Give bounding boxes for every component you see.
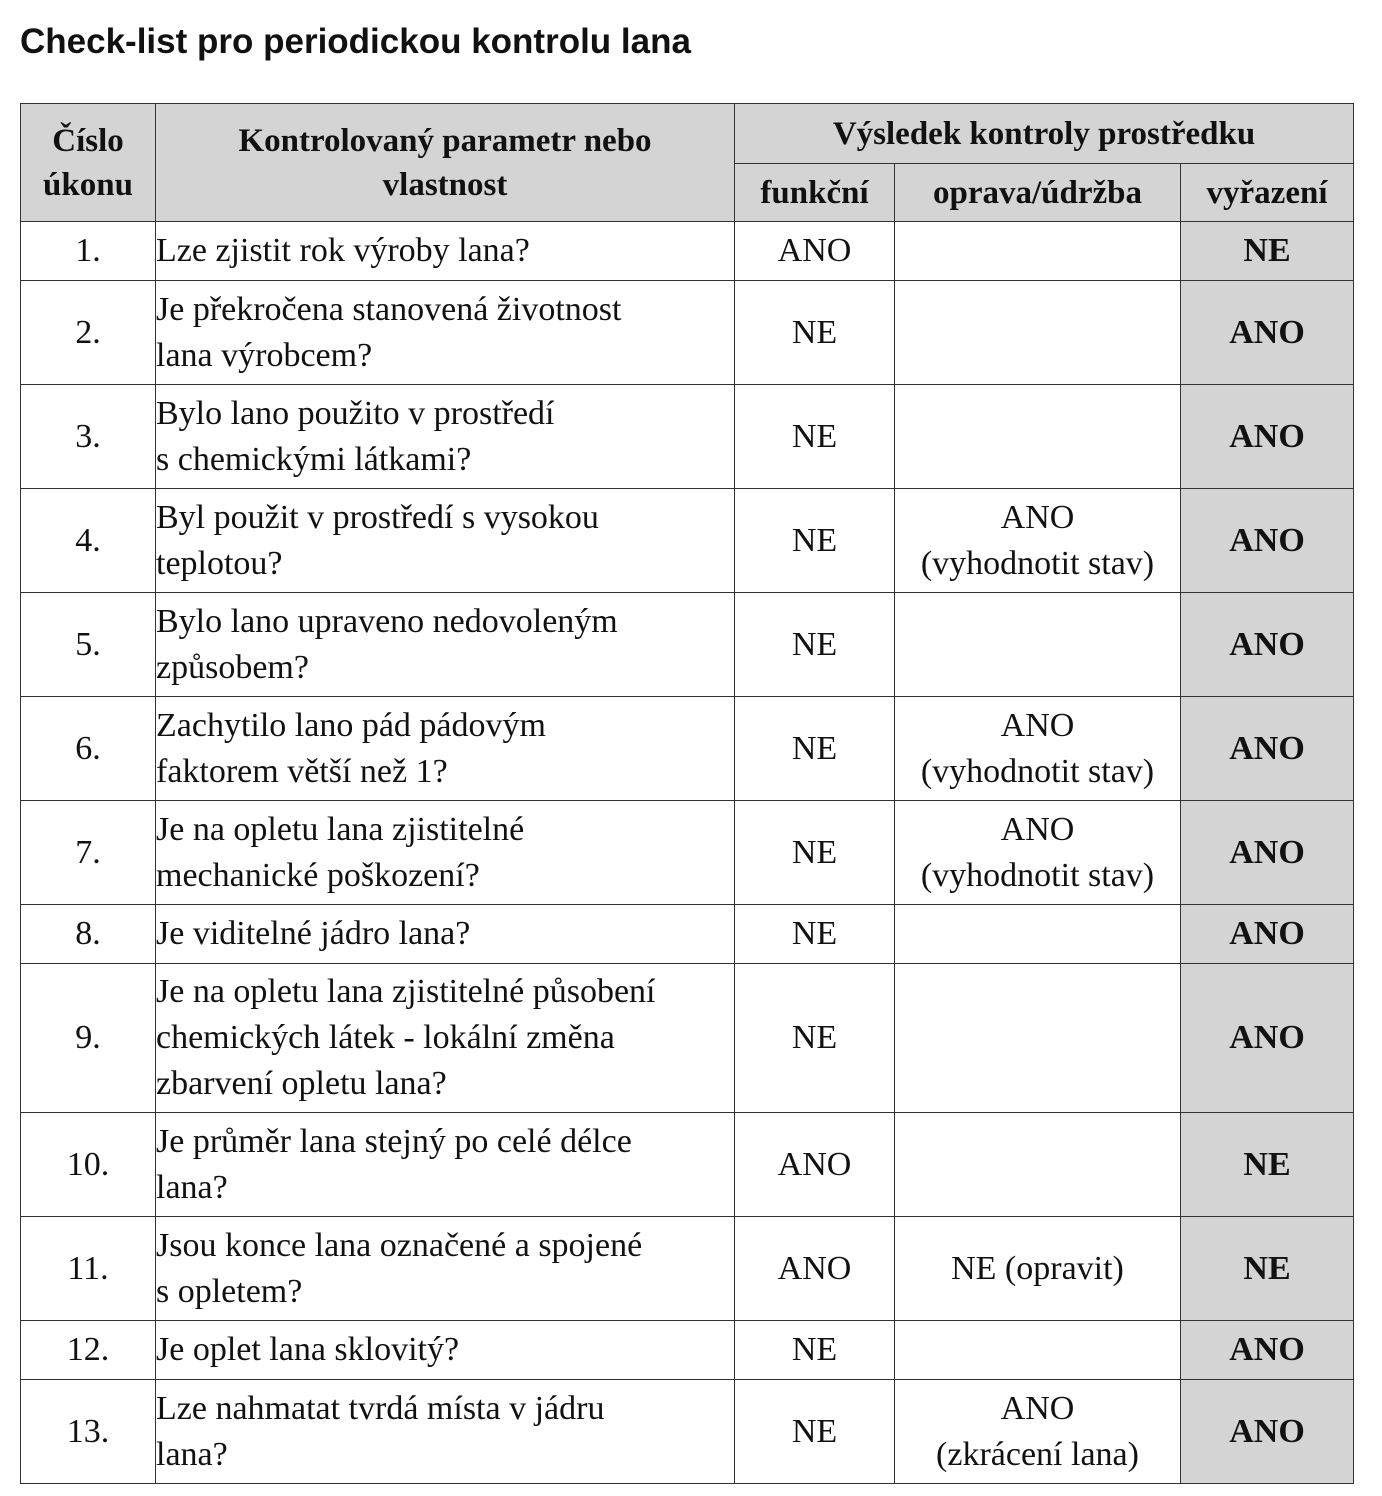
cell-num: 3. — [21, 385, 156, 489]
cell-param: Je oplet lana sklovitý? — [156, 1321, 735, 1380]
table-row — [21, 697, 1354, 801]
table-row — [21, 489, 1354, 593]
cell-num: 4. — [21, 489, 156, 593]
cell-funkcni: NE — [735, 801, 895, 905]
table-row — [21, 905, 1354, 964]
cell-param: Lze nahmatat tvrdá místa v jádru lana? — [156, 1380, 735, 1484]
cell-num: 9. — [21, 964, 156, 1113]
cell-funkcni: NE — [735, 964, 895, 1113]
cell-oprava: ANO (zkrácení lana) — [895, 1380, 1181, 1484]
table-row — [21, 1380, 1354, 1484]
cell-vyrazeni: ANO — [1181, 1321, 1354, 1380]
cell-oprava — [895, 964, 1181, 1113]
cell-vyrazeni: ANO — [1181, 697, 1354, 801]
cell-funkcni: NE — [735, 905, 895, 964]
cell-oprava: NE (opravit) — [895, 1217, 1181, 1321]
cell-oprava — [895, 905, 1181, 964]
cell-param: Bylo lano upraveno nedovoleným způsobem? — [156, 593, 735, 697]
cell-vyrazeni: ANO — [1181, 385, 1354, 489]
cell-oprava — [895, 385, 1181, 489]
cell-vyrazeni: NE — [1181, 1113, 1354, 1217]
cell-num: 1. — [21, 222, 156, 281]
table-row — [21, 385, 1354, 489]
checklist-table — [20, 103, 1354, 1484]
cell-oprava: ANO (vyhodnotit stav) — [895, 697, 1181, 801]
cell-num: 12. — [21, 1321, 156, 1380]
cell-oprava — [895, 281, 1181, 385]
cell-oprava: ANO (vyhodnotit stav) — [895, 801, 1181, 905]
cell-oprava: ANO (vyhodnotit stav) — [895, 489, 1181, 593]
cell-param: Je na opletu lana zjistitelné mechanické poškození? — [156, 801, 735, 905]
cell-vyrazeni: ANO — [1181, 281, 1354, 385]
cell-vyrazeni: ANO — [1181, 593, 1354, 697]
table-row — [21, 593, 1354, 697]
cell-funkcni: NE — [735, 593, 895, 697]
cell-oprava — [895, 593, 1181, 697]
cell-num: 13. — [21, 1380, 156, 1484]
cell-param: Zachytilo lano pád pádovým faktorem větší než 1? — [156, 697, 735, 801]
cell-num: 2. — [21, 281, 156, 385]
cell-vyrazeni: ANO — [1181, 964, 1354, 1113]
cell-vyrazeni: ANO — [1181, 1380, 1354, 1484]
cell-param: Je na opletu lana zjistitelné působení chemických látek - lokální změna zbarvení opletu lana? — [156, 964, 735, 1113]
cell-num: 5. — [21, 593, 156, 697]
cell-vyrazeni: ANO — [1181, 801, 1354, 905]
table-row — [21, 222, 1354, 281]
cell-funkcni: NE — [735, 1380, 895, 1484]
table-row — [21, 1113, 1354, 1217]
cell-param: Je překročena stanovená životnost lana výrobcem? — [156, 281, 735, 385]
cell-oprava — [895, 1321, 1181, 1380]
header-parametr: Kontrolovaný parametr nebo vlastnost — [156, 104, 735, 222]
header-funkcni: funkční — [735, 164, 895, 222]
cell-num: 10. — [21, 1113, 156, 1217]
cell-num: 11. — [21, 1217, 156, 1321]
table-row — [21, 1321, 1354, 1380]
cell-vyrazeni: NE — [1181, 1217, 1354, 1321]
cell-funkcni: ANO — [735, 222, 895, 281]
cell-param: Je průměr lana stejný po celé délce lana? — [156, 1113, 735, 1217]
header-vysledek: Výsledek kontroly prostředku — [735, 104, 1354, 164]
cell-param: Lze zjistit rok výroby lana? — [156, 222, 735, 281]
cell-vyrazeni: ANO — [1181, 489, 1354, 593]
cell-param: Bylo lano použito v prostředí s chemickými látkami? — [156, 385, 735, 489]
cell-vyrazeni: ANO — [1181, 905, 1354, 964]
cell-funkcni: NE — [735, 281, 895, 385]
cell-funkcni: NE — [735, 1321, 895, 1380]
cell-funkcni: NE — [735, 385, 895, 489]
cell-param: Byl použit v prostředí s vysokou teplotou? — [156, 489, 735, 593]
header-cislo: Číslo úkonu — [21, 104, 156, 222]
header-oprava: oprava/údržba — [895, 164, 1181, 222]
table-row — [21, 964, 1354, 1113]
cell-num: 6. — [21, 697, 156, 801]
cell-oprava — [895, 222, 1181, 281]
cell-funkcni: NE — [735, 697, 895, 801]
cell-funkcni: ANO — [735, 1217, 895, 1321]
cell-param: Jsou konce lana označené a spojené s opletem? — [156, 1217, 735, 1321]
cell-num: 7. — [21, 801, 156, 905]
table-row — [21, 281, 1354, 385]
table-row — [21, 1217, 1354, 1321]
cell-oprava — [895, 1113, 1181, 1217]
cell-funkcni: ANO — [735, 1113, 895, 1217]
table-row — [21, 801, 1354, 905]
cell-num: 8. — [21, 905, 156, 964]
cell-vyrazeni: NE — [1181, 222, 1354, 281]
header-vyrazeni: vyřazení — [1181, 164, 1354, 222]
cell-param: Je viditelné jádro lana? — [156, 905, 735, 964]
page-title: Check-list pro periodickou kontrolu lana — [20, 22, 691, 61]
cell-funkcni: NE — [735, 489, 895, 593]
